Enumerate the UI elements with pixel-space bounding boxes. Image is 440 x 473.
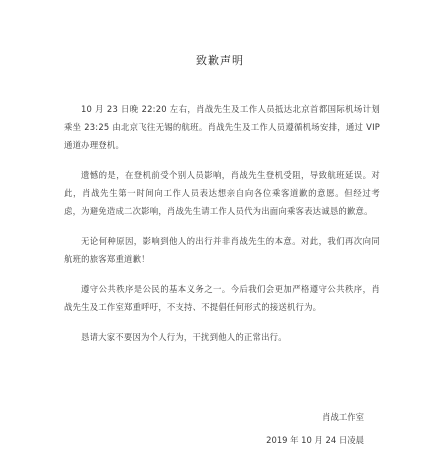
signature: 肖战工作室 xyxy=(322,412,364,422)
paragraph-4: 遵守公共秩序是公民的基本义务之一。今后我们会更加严格遵守公共秩序，肖战先生及工作室郑重呼吁，不支持、不提倡任何形式的接送机行为。 xyxy=(64,284,380,312)
paragraph-5: 恳请大家不要因为个人行为，干扰到他人的正常出行。 xyxy=(81,332,287,342)
document-body xyxy=(64,100,380,358)
paragraph-2: 遗憾的是，在登机前受个别人员影响，肖战先生登机受阻，导致航班延误。对此，肖战先生第一时间向工作人员表达想亲自向各位乘客道歉的意愿。但经过考虑，为避免造成二次影响，肖战先生请工作人员代为出面向乘客表达诚恳的歉意。 xyxy=(64,170,380,216)
paragraph-3: 无论何种原因，影响到他人的出行并非肖战先生的本意。对此，我们再次向同航班的旅客郑重道歉！ xyxy=(64,236,380,264)
signature-date: 2019 年 10 月 24 日凌晨 xyxy=(266,435,364,445)
paragraph-1: 10 月 23 日晚 22:20 左右，肖战先生及工作人员抵达北京首都国际机场计划乘坐 23:25 由北京飞往无锡的航班。肖战先生及工作人员遵循机场安排，通过 VIP 通道办理登机。 xyxy=(64,104,380,150)
document-title: 致歉声明 xyxy=(196,54,244,67)
